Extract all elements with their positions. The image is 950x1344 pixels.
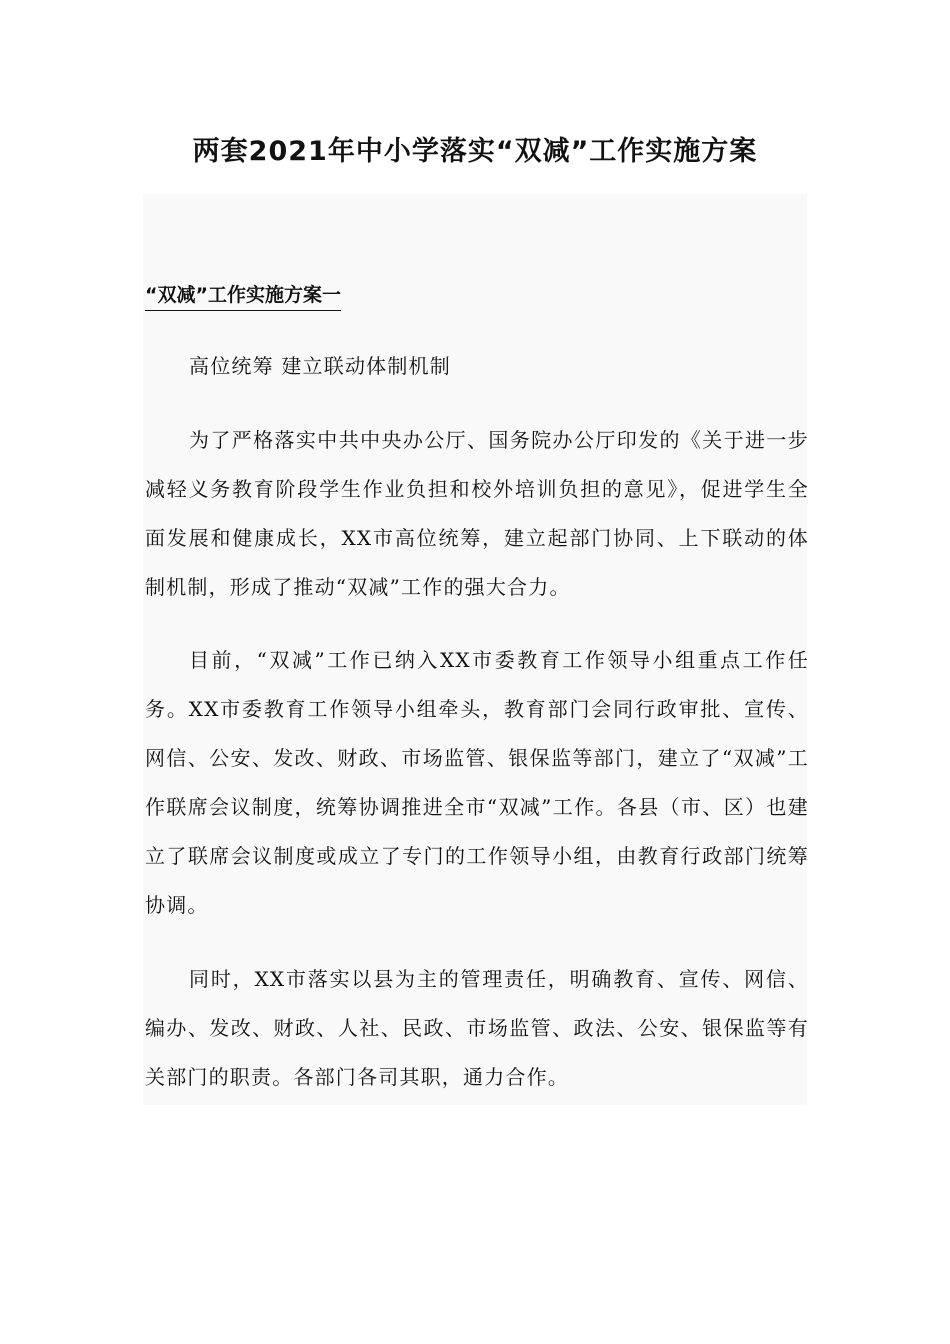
paragraph: 为了严格落实中共中央办公厅、国务院办公厅印发的《关于进一步减轻义务教育阶段学生作业负担和校外培训负担的意见》，促进学生全面发展和健康成长，XX市高位统筹，建立起部门协同、上下联动的体制机制，形成了推动“双减”工作的强大合力。 [145, 428, 809, 599]
paragraph-subheading: 高位统筹 建立联动体制机制 [189, 354, 451, 378]
paragraph: 目前，“双减”工作已纳入XX市委教育工作领导小组重点工作任务。XX市委教育工作领导小组牵头，教育部门会同行政审批、宣传、网信、公安、发改、财政、市场监管、银保监等部门，建立了“双减”工作联席会议制度，统筹协调推进全市“双减”工作。各县（市、区）也建立了联席会议制度或成立了专门的工作领导小组，由教育行政部门统筹协调。 [145, 648, 809, 917]
section-heading: “双减”工作实施方案一 [145, 280, 341, 311]
paragraph: 同时，XX市落实以县为主的管理责任，明确教育、宣传、网信、编办、发改、财政、人社、民政、市场监管、政法、公安、银保监等有关部门的职责。各部门各司其职，通力合作。 [145, 967, 809, 1089]
document-title: 两套2021年中小学落实“双减”工作实施方案 [192, 136, 758, 167]
